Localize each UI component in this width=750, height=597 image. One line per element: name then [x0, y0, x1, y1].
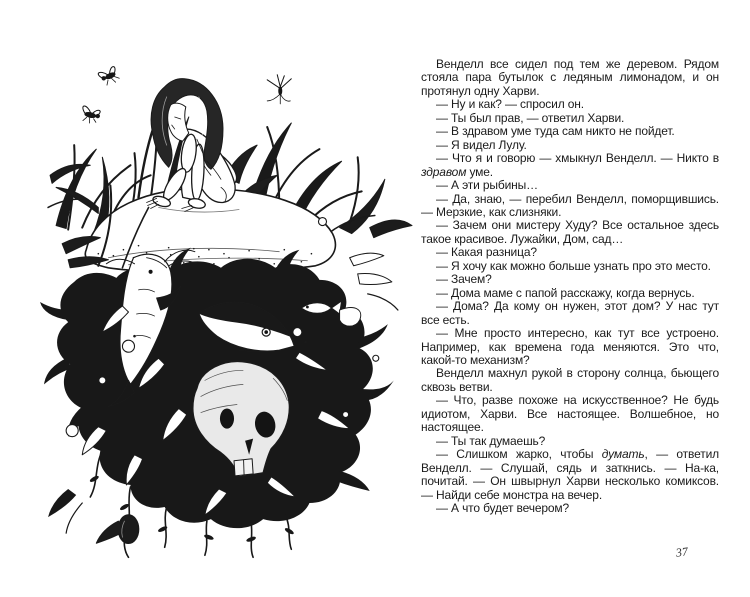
paragraph: — Что, разве похоже на искусственное? Не будь идиотом, Харви. Все настоящее. Волшебное, но настоящее.	[421, 393, 719, 435]
paragraph: — Что я и говорю — хмыкнул Венделл. — Никто в здравом уме.	[421, 151, 719, 179]
girl-face	[168, 103, 189, 141]
paragraph: — Зачем они мистеру Худу? Все остальное здесь такое красивое. Лужайки, Дом, сад…	[421, 218, 719, 246]
paragraph: Венделл махнул рукой в сторону солнца, бьющего сквозь ветви.	[421, 366, 719, 394]
skull-eye-socket	[220, 409, 234, 429]
paragraph: — Мне просто интересно, как тут все устроено. Например, как времена года меняются. Это что, какой-то механизм?	[421, 326, 719, 367]
underwater-mass	[40, 218, 398, 558]
fly-icon	[98, 66, 121, 88]
paragraph: — Ты так думаешь?	[436, 433, 546, 448]
paragraph: — А что будет вечером?	[436, 500, 570, 515]
paragraph: — Дома? Да кому он нужен, этот дом? У нас тут все есть.	[421, 299, 719, 327]
paragraph: — Дома маме с папой расскажу, когда вернусь.	[436, 285, 695, 300]
paragraph: — Да, знаю, — перебил Венделл, поморщившись. — Мерзкие, как слизняки.	[421, 191, 719, 219]
paragraph: — Зачем?	[436, 272, 492, 287]
paragraph: — Какая разница?	[436, 245, 537, 260]
illustration	[38, 56, 420, 562]
paragraph: — Слишком жарко, чтобы думать, — ответил Венделл. — Слушай, сядь и заткнись. — На-ка, почитай. — Он швырнул Харви несколько комиксов. — Найди себе монстра на вечер.	[421, 447, 719, 502]
paragraph: — Ты был прав, — ответил Харви.	[436, 110, 625, 125]
book-illustration-svg	[38, 56, 420, 562]
paragraph: — А эти рыбины…	[436, 178, 538, 193]
page-number: 37	[675, 544, 689, 560]
paragraph: — Ну и как? — спросил он.	[436, 97, 584, 112]
paragraph: — В здравом уме туда сам никто не пойдет.	[436, 124, 675, 139]
story-text	[421, 58, 719, 515]
paragraph: — Я видел Лулу.	[436, 137, 527, 152]
paragraph: — Я хочу как можно больше узнать про это место.	[436, 258, 711, 273]
paragraph: Венделл все сидел под тем же деревом. Рядом стояла пара бутылок с ледяным лимонадом, и он протянул одну Харви.	[421, 57, 719, 98]
fly-icon	[80, 106, 101, 125]
mosquito-icon	[267, 75, 291, 104]
